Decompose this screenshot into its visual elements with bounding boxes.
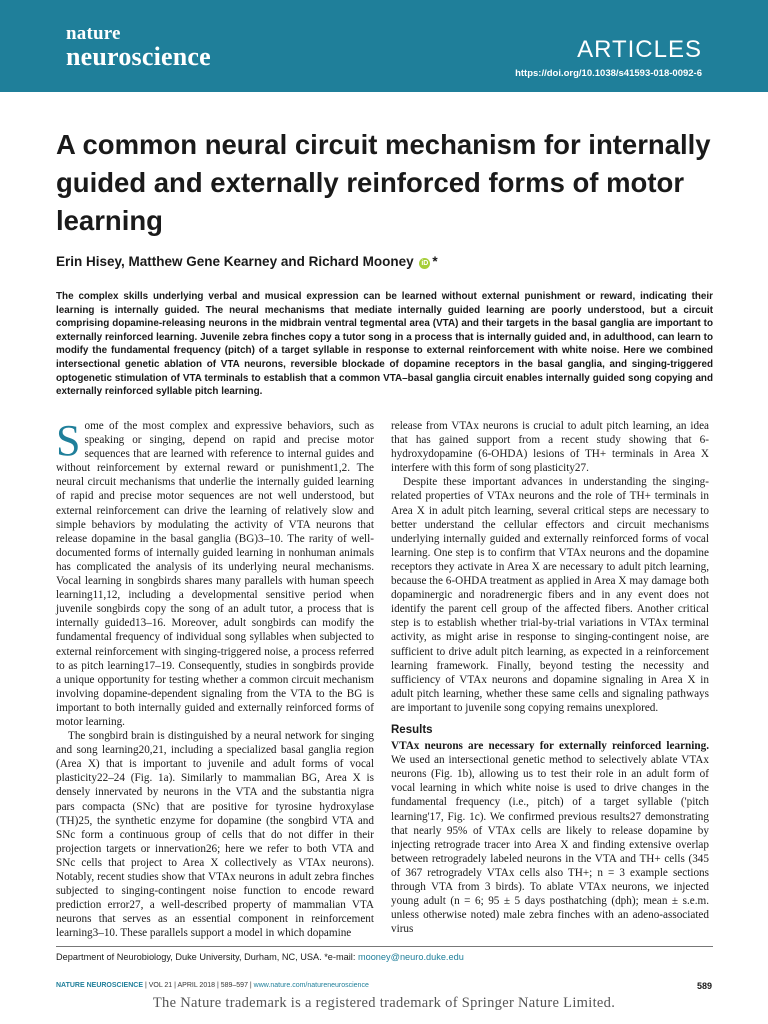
journal-logo[interactable]	[66, 24, 211, 70]
intro-paragraph	[56, 416, 374, 729]
body-paragraph: Despite these important advances in understanding the singing-related properties of VTAx neurons and the role of TH+ terminals in Area X in adult pitch learning, several critical steps are necessary to better understand the cellular effectors and circuit mechanisms underlying internally guided and externally reinforced forms of vocal learning. One step is to confirm that VTAx neurons and the dopamine receptors they activate in Area X are necessary to adult pitch learning, because the 6-OHDA treatment as applied in Area X may damage both dopaminergic and noradrenergic fibers and in any event does not identify the parent cell group of the affected fibers. Another critical step is to establish whether trial-by-trial variations in VTAx terminal activity, as might arise in response to singing-contingent noise, are sufficient to drive adult pitch learning, as expected in a reinforcement learning framework. Finally, beyond testing the necessity and sufficiency of VTAx neurons and dopamine signaling in Area X in adult pitch learning, whether these same cells and signaling pathways are important to juvenile song copying remains unexplored.	[391, 476, 709, 714]
drop-cap: S	[56, 416, 81, 465]
logo-line-nature: nature	[66, 23, 121, 44]
journal-volume-info: | VOL 21 | APRIL 2018 | 589–597 |	[143, 982, 254, 989]
article-title: A common neural circuit mechanism for internally guided and externally reinforced forms of motor learning	[56, 129, 711, 236]
orcid-icon[interactable]: iD	[421, 260, 429, 267]
page-number: 589	[696, 981, 712, 991]
author-list	[56, 254, 438, 269]
intro-text: ome of the most complex and expressive behaviors, such as speaking or singing, depend on rapid and precise motor sequences that are learned with reference to internal guides and without reinforcement by external reward or punishment1,2. The neural circuit mechanisms that underlie the internally guided learning of rapid and precise motor sequences are not well understood, but external reinforcement can drive the learning of relatively slow and simple behaviors by modulating the activity of VTA neurons that release dopamine in the basal ganglia (BG)3–10. The rarity of well-documented forms of internally guided learning in nonhuman animals has complicated the analysis of its underlying neural mechanisms. Vocal learning in songbirds shares many parallels with human speech learning11,12, including a developmental sensitive period when juvenile songbirds copy the song of an adult tutor, a process that is internally guided13–16. Moreover, adult songbirds can modify the fundamental frequency of individual song syllables when subjected to external reinforcement with singing-triggered noise, a process referred to as pitch learning17–19. Consequently, studies in songbirds provide a unique opportunity for testing whether a common circuit mechanism involving dopamine-dependent signaling from the VTA to the BG is important to both internally guided and externally reinforced forms of motor learning.	[56, 420, 374, 728]
section-label: ARTICLES	[577, 36, 702, 63]
journal-header	[0, 0, 768, 92]
affiliation	[56, 952, 464, 962]
body-paragraph: release from VTAx neurons is crucial to adult pitch learning, an idea that has gained support from a recent study showing that 6-hydroxydopamine (6-OHDA) lesions of TH+ terminals in Area X interfere with this form of song plasticity27.	[391, 420, 709, 475]
trademark-watermark: The Nature trademark is a registered trademark of Springer Nature Limited.	[152, 995, 616, 1011]
journal-url-link[interactable]: www.nature.com/natureneuroscience	[253, 982, 369, 989]
email-link[interactable]: mooney@neuro.duke.edu	[357, 952, 464, 962]
results-paragraph	[391, 739, 709, 936]
doi-link[interactable]: https://doi.org/10.1038/s41593-018-0092-6	[515, 68, 702, 79]
results-text: We used an intersectional genetic method to selectively ablate VTAx neurons (Fig. 1b), allowing us to test their role in an adult form of vocal learning in which white noise is used to drive changes in the fundamental frequency (i.e., pitch) of a target syllable ('pitch learning'17, Fig. 1c). We confirmed previous results27 demonstrating that nearly 95% of VTAx cells are likely to release dopamine by injecting retrograde tracer into Area X and finding extensive overlap between retrogradely labeled neurons in the VTA and TH+ cells (345 of 367 retrogradely VTAx cells also TH+; n = 3 example sections through VTA from 3 birds). To ablate VTAx neurons, we injected young adult (n = 6; 95 ± 5 days posthatching (dph); mean ± s.e.m. unless otherwise noted) male zebra finches with an adeno-associated virus	[391, 754, 709, 936]
body-column-right	[391, 419, 709, 936]
journal-name: NATURE NEUROSCIENCE	[56, 982, 143, 989]
body-paragraph: The songbird brain is distinguished by a neural network for singing and song learning20,21, including a specialized basal ganglia region (Area X) that is important to juvenile and adult forms of vocal plasticity22–24 (Fig. 1a). Similarly to mammalian BG, Area X is densely innervated by neurons in the VTA and the substantia nigra pars compacta (SNc) that are positive for tyrosine hydroxylase (TH)25, the synthetic enzyme for dopamine (the songbird VTA and SNc form a continuous group of cells that do not differ in their projection targets or innervation26; here we refer to both VTA and SNc cells that project to Area X collectively as VTAx neurons). Notably, recent studies show that VTAx neurons in adult zebra finches subjected to singing-contingent noise function to encode reward prediction error27, a well-described property of mammalian VTA neurons that serves as an essential component in reinforcement learning3–10. These parallels support a model in which dopamine	[56, 730, 374, 940]
abstract: The complex skills underlying verbal and musical expression can be learned without external punishment or reward, indicating their learning is internally guided. The neural mechanisms that mediate internally guided learning are poorly understood, but a circuit comprising dopamine-releasing neurons in the midbrain ventral tegmental area (VTA) and their targets in the basal ganglia are important to externally reinforced learning. Juvenile zebra finches copy a tutor song in a process that is internally guided and, in adulthood, can learn to modify the fundamental frequency (pitch) of a target syllable in response to external reinforcement with white noise. Here we combined intersectional genetic ablation of VTA neurons, reversible blockade of dopamine receptors in the basal ganglia, and singing-triggered optogenetic stimulation of VTA terminals to establish that a common VTA–basal ganglia circuit enables internally guided song copying and externally reinforced syllable pitch learning.	[56, 291, 713, 398]
journal-citation-line	[56, 982, 369, 989]
results-heading: Results	[391, 723, 433, 736]
body-column-left	[56, 416, 374, 940]
author-names: Erin Hisey, Matthew Gene Kearney and Richard Mooney	[56, 254, 414, 269]
footer-divider	[56, 946, 713, 947]
results-subheading: VTAx neurons are necessary for externally reinforced learning.	[391, 740, 709, 753]
logo-line-neuroscience: neuroscience	[66, 42, 211, 71]
corresponding-author-mark: *	[432, 254, 438, 269]
affiliation-text: Department of Neurobiology, Duke University, Durham, NC, USA. *e-mail:	[56, 952, 358, 962]
